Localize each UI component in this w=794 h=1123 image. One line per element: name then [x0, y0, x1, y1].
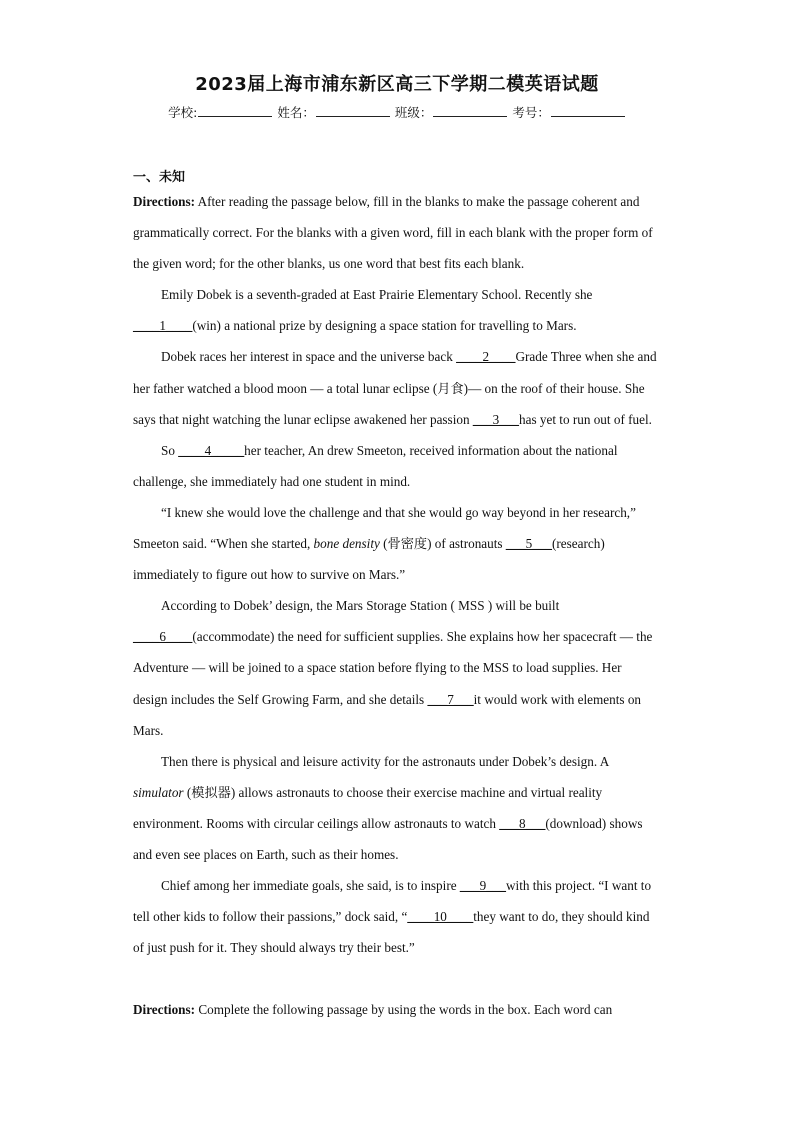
paragraph-text: her teacher, An drew Smeeton, received information about the national challenge, she immediately had one student in mind.: [133, 442, 618, 489]
blank-7[interactable]: ___7___: [427, 691, 474, 707]
italic-term: bone density: [313, 536, 380, 552]
passage-paragraph-3: [133, 435, 658, 497]
directions-text: After reading the passage below, fill in the blanks to make the passage coherent and grammatically correct. For the blanks with a given word, fill in each blank with the proper form of the given word; for the other blanks, us one word that best fits each blank.: [133, 194, 653, 272]
class-label: 班级：: [394, 105, 433, 120]
blank-2[interactable]: ____2____: [456, 349, 516, 365]
paragraph-text: Grade Three when she and her father watched a blood moon — a total lunar eclipse (月食)— on the roof of their house. She says that night watching the lunar eclipse awakened her passion: [133, 349, 657, 427]
passage-paragraph-6: [133, 746, 658, 870]
paragraph-text: (download) shows and even see places on Earth, such as their homes.: [133, 815, 643, 862]
class-blank[interactable]: [433, 104, 507, 117]
school-label: 学校:: [168, 105, 198, 120]
paragraph-text: it would work with elements on Mars.: [133, 691, 642, 738]
section-heading: 一、未知: [133, 170, 186, 185]
paragraph-text: Dobek races her interest in space and the universe back: [161, 349, 457, 365]
student-info-line: [0, 103, 794, 121]
paragraph-text: (骨密度) of astronauts: [379, 536, 506, 552]
paragraph-text: has yet to run out of fuel.: [519, 411, 652, 427]
paragraph-text: According to Dobek’ design, the Mars Storage Station ( MSS ) will be built: [161, 598, 560, 614]
paragraph-text: “I knew she would love the challenge and that she would go way beyond in her research,” Smeeton said. “When she started,: [133, 504, 636, 552]
italic-term: simulator: [133, 784, 184, 800]
blank-8[interactable]: ___8___: [499, 815, 546, 831]
blank-6[interactable]: ____6____: [133, 629, 193, 645]
passage-paragraph-5: [133, 590, 658, 745]
passage-paragraph-4: [133, 497, 658, 590]
paragraph-text: (research) immediately to figure out how to survive on Mars.”: [133, 536, 605, 583]
directions-paragraph-2: [133, 994, 658, 1025]
paragraph-text: Emily Dobek is a seventh-graded at East Prairie Elementary School. Recently she: [161, 287, 593, 303]
passage-paragraph-1: [133, 279, 658, 341]
paragraph-text: (accommodate) the need for sufficient supplies. She explains how her spacecraft — the Adventure — will be joined to a space station before flying to the MSS to load supplies. Her design includes the Self Growing Farm, and she details: [133, 629, 653, 707]
passage-body: [133, 186, 658, 1025]
page-title: 2023届上海市浦东新区高三下学期二模英语试题: [195, 74, 599, 95]
paragraph-text: (模拟器) allows astronauts to choose their exercise machine and virtual reality environment. Rooms with circular ceilings allow astronauts to watch: [133, 784, 603, 831]
blank-9[interactable]: ___9___: [459, 878, 507, 894]
blank-4[interactable]: ____4_____: [178, 442, 245, 458]
paragraph-text: Then there is physical and leisure activity for the astronauts under Dobek’s design. A: [161, 753, 609, 769]
directions-label: Directions:: [133, 1002, 196, 1018]
number-label: 考号：: [512, 105, 550, 120]
paragraph-text: Chief among her immediate goals, she said, is to inspire: [161, 878, 460, 894]
blank-10[interactable]: ____10____: [407, 909, 474, 925]
blank-3[interactable]: ___3___: [472, 411, 519, 427]
paragraph-text: they want to do, they should kind of just push for it. They should always try their best.”: [133, 909, 650, 956]
school-blank[interactable]: [198, 104, 272, 117]
paragraph-text: So: [161, 442, 179, 458]
passage-paragraph-2: [133, 341, 658, 434]
name-blank[interactable]: [316, 104, 390, 117]
blank-5[interactable]: ___5___: [505, 536, 552, 552]
directions-label: Directions:: [133, 194, 196, 209]
spacer: [133, 963, 658, 994]
number-blank[interactable]: [551, 104, 625, 117]
paragraph-text: with this project. “I want to tell other kids to follow their passions,” dock said, “: [133, 878, 652, 925]
passage-paragraph-7: [133, 870, 658, 963]
blank-1[interactable]: ____1____: [133, 318, 193, 334]
directions-paragraph: [133, 186, 658, 279]
directions-text: Complete the following passage by using the words in the box. Each word can: [195, 1002, 613, 1018]
paragraph-text: (win) a national prize by designing a space station for travelling to Mars.: [192, 318, 577, 334]
name-label: 姓名：: [277, 105, 315, 120]
